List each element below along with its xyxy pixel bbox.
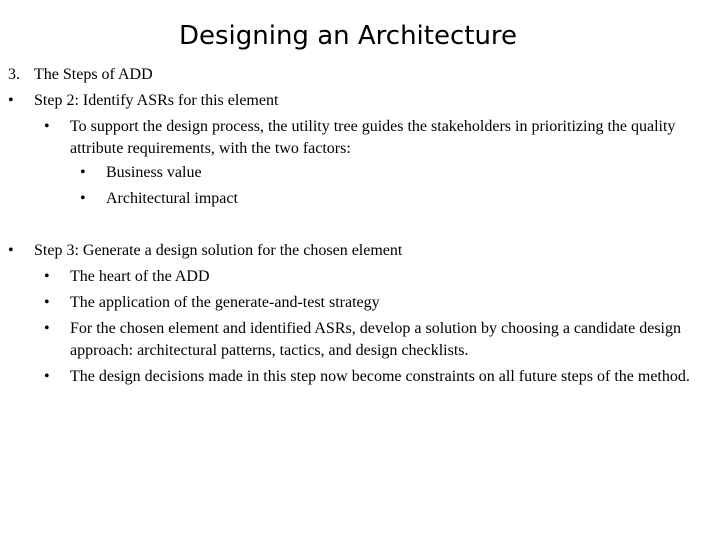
step2-label: Step 2: Identify ASRs for this element xyxy=(34,92,279,109)
bullet-icon: • xyxy=(44,294,50,311)
bullet-icon: • xyxy=(8,92,14,109)
bullet-icon: • xyxy=(80,164,86,181)
slide-title: Designing an Architecture xyxy=(178,21,518,51)
step2-subitem-text: To support the design process, the utility tree guides the stakeholders in prioritizing the quality attribute requirements, with the two factors: xyxy=(70,118,676,157)
bullet-icon: • xyxy=(44,268,50,285)
bullet-icon: • xyxy=(44,320,50,337)
section-label: The Steps of ADD xyxy=(34,66,153,83)
step3-label: Step 3: Generate a design solution for the chosen element xyxy=(34,242,403,259)
bullet-icon: • xyxy=(8,242,14,259)
section-number: 3. xyxy=(8,66,20,83)
step3-subitem-text: The heart of the ADD xyxy=(70,268,210,285)
bullet-icon: • xyxy=(80,190,86,207)
step3-subitem-text: For the chosen element and identified ASRs, develop a solution by choosing a candidate design approach: architectural patterns, tactics, and design checklists. xyxy=(70,320,681,359)
factor-business-value: Business value xyxy=(106,164,202,181)
bullet-icon: • xyxy=(44,368,50,385)
step3-subitem-text: The design decisions made in this step now become constraints on all future steps of the method. xyxy=(70,368,690,385)
bullet-icon: • xyxy=(44,118,50,135)
factor-architectural-impact: Architectural impact xyxy=(106,190,238,207)
step3-subitem-text: The application of the generate-and-test strategy xyxy=(70,294,380,311)
